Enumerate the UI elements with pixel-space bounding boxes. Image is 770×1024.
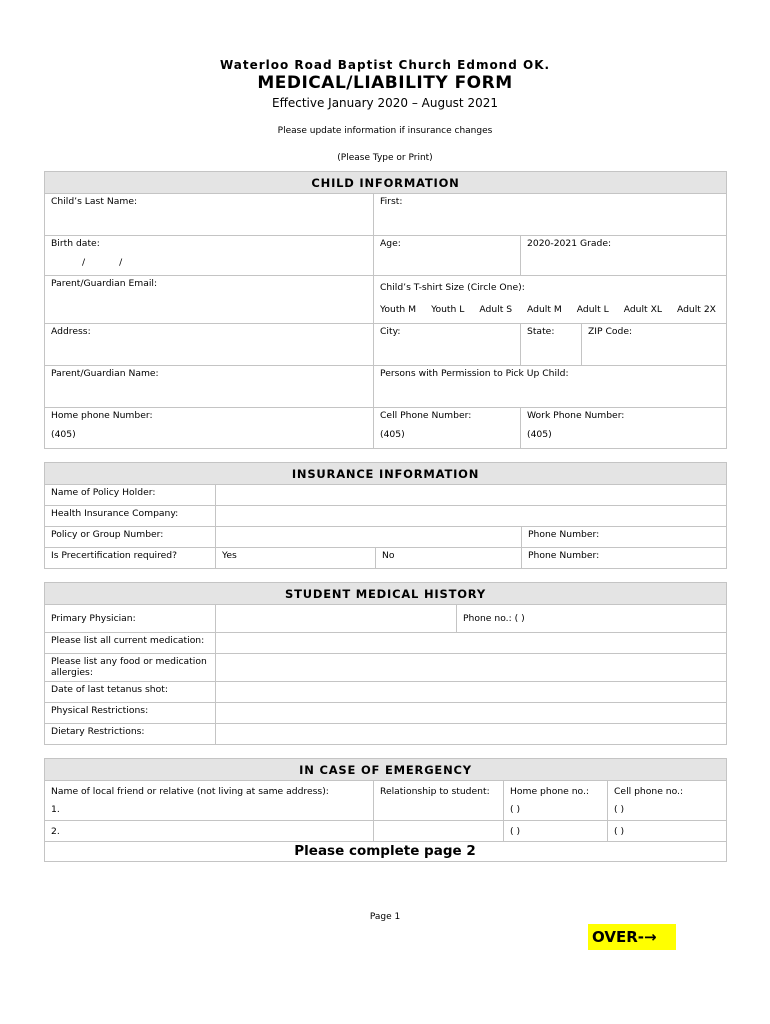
tshirt-size-options — [380, 304, 720, 315]
size-option[interactable]: Adult 2X — [676, 304, 716, 315]
medical-history-section — [44, 582, 727, 745]
child-information-section — [44, 171, 727, 449]
size-option[interactable]: Youth L — [431, 304, 465, 315]
cell-phone-header: Cell phone no.: — [608, 781, 727, 800]
birth-date-slash: / — [82, 257, 86, 268]
tetanus-label: Date of last tetanus shot: — [45, 682, 216, 703]
emergency-heading: IN CASE OF EMERGENCY — [45, 759, 727, 781]
cell-phone-field[interactable] — [374, 408, 521, 449]
size-option[interactable]: Adult XL — [623, 304, 662, 315]
home-phone-1[interactable] — [504, 800, 608, 821]
child-information-heading: CHILD INFORMATION — [45, 172, 727, 194]
emergency-name-2[interactable] — [45, 821, 374, 842]
insurance-company-label: Health Insurance Company: — [45, 506, 216, 527]
size-option[interactable]: Youth M — [380, 304, 417, 315]
state-label: State: — [527, 326, 555, 337]
physician-phone-field[interactable] — [457, 605, 727, 633]
birth-date-field[interactable] — [45, 236, 374, 276]
relationship-header: Relationship to student: — [374, 781, 504, 800]
form-title: MEDICAL/LIABILITY FORM — [257, 73, 513, 93]
precert-phone-field[interactable] — [522, 548, 727, 569]
precertification-label: Is Precertification required? — [45, 548, 216, 569]
city-field[interactable] — [374, 324, 521, 366]
precert-yes-option[interactable]: Yes — [216, 548, 376, 569]
area-code-parens: ( ) — [510, 825, 521, 837]
zip-label: ZIP Code: — [588, 326, 633, 337]
area-code-parens: ( ) — [510, 804, 521, 816]
home-phone-2[interactable] — [504, 821, 608, 842]
state-field[interactable] — [521, 324, 582, 366]
home-phone-label: Home phone Number: — [51, 410, 153, 421]
home-phone-field[interactable] — [45, 408, 374, 449]
emergency-name-1[interactable] — [45, 800, 374, 821]
work-area-code: (405) — [527, 429, 552, 440]
cell-area-code: (405) — [380, 429, 405, 440]
cell-phone-label: Cell Phone Number: — [380, 410, 472, 421]
insurance-information-section — [44, 462, 727, 569]
dietary-restrictions-input[interactable] — [216, 724, 727, 745]
child-first-name-field[interactable] — [374, 194, 727, 236]
cell-phone-1[interactable] — [608, 800, 727, 821]
size-option[interactable]: Adult L — [576, 304, 609, 315]
effective-dates: Effective January 2020 – August 2021 — [272, 96, 498, 110]
child-last-name-label: Child’s Last Name: — [51, 196, 138, 207]
city-label: City: — [380, 326, 401, 337]
primary-physician-label: Primary Physician: — [45, 605, 216, 633]
policy-number-label: Policy or Group Number: — [45, 527, 216, 548]
row-number: 2. — [51, 825, 60, 837]
insurance-company-input[interactable] — [216, 506, 727, 527]
insurance-phone-field[interactable] — [522, 527, 727, 548]
parent-email-field[interactable] — [45, 276, 374, 324]
precert-phone-label: Phone Number: — [528, 550, 600, 561]
allergies-input[interactable] — [216, 654, 727, 682]
area-code-parens: ( ) — [614, 804, 625, 816]
physician-phone-label: Phone no.: ( ) — [463, 613, 525, 624]
zip-field[interactable] — [582, 324, 727, 366]
child-first-name-label: First: — [380, 196, 403, 207]
precert-no-option[interactable]: No — [376, 548, 522, 569]
policy-holder-label: Name of Policy Holder: — [45, 485, 216, 506]
physical-restrictions-input[interactable] — [216, 703, 727, 724]
cell-phone-2[interactable] — [608, 821, 727, 842]
grade-label: 2020-2021 Grade: — [527, 238, 612, 249]
child-last-name-field[interactable] — [45, 194, 374, 236]
area-code-parens: ( ) — [614, 825, 625, 837]
grade-field[interactable] — [521, 236, 727, 276]
age-label: Age: — [380, 238, 401, 249]
emergency-name-header: Name of local friend or relative (not living at same address): — [45, 781, 374, 800]
policy-number-input[interactable] — [216, 527, 522, 548]
primary-physician-input[interactable] — [216, 605, 457, 633]
church-name: Waterloo Road Baptist Church Edmond OK. — [219, 58, 551, 72]
dietary-restrictions-label: Dietary Restrictions: — [45, 724, 216, 745]
tshirt-size-label: Child’s T-shirt Size (Circle One): — [380, 282, 525, 293]
medication-input[interactable] — [216, 633, 727, 654]
pickup-persons-label: Persons with Permission to Pick Up Child: — [380, 368, 569, 379]
medical-history-heading: STUDENT MEDICAL HISTORY — [45, 583, 727, 605]
physical-restrictions-label: Physical Restrictions: — [45, 703, 216, 724]
guardian-name-field[interactable] — [45, 366, 374, 408]
insurance-information-heading: INSURANCE INFORMATION — [45, 463, 727, 485]
home-phone-header: Home phone no.: — [504, 781, 608, 800]
complete-page-2-notice: Please complete page 2 — [294, 843, 476, 859]
home-area-code: (405) — [51, 429, 76, 440]
row-number: 1. — [51, 804, 60, 816]
policy-holder-input[interactable] — [216, 485, 727, 506]
address-field[interactable] — [45, 324, 374, 366]
page-number: Page 1 — [369, 912, 401, 922]
insurance-phone-label: Phone Number: — [528, 529, 600, 540]
pickup-persons-field[interactable] — [374, 366, 727, 408]
guardian-name-label: Parent/Guardian Name: — [51, 368, 159, 379]
update-note: Please update information if insurance changes — [277, 126, 493, 136]
work-phone-field[interactable] — [521, 408, 727, 449]
print-note: (Please Type or Print) — [337, 153, 433, 163]
over-arrow-label: OVER-→ — [588, 924, 676, 950]
address-label: Address: — [51, 326, 91, 337]
parent-email-label: Parent/Guardian Email: — [51, 278, 158, 289]
medication-label: Please list all current medication: — [45, 633, 216, 654]
tetanus-input[interactable] — [216, 682, 727, 703]
relationship-1[interactable] — [374, 800, 504, 821]
birth-date-slash: / — [119, 257, 123, 268]
birth-date-label: Birth date: — [51, 238, 100, 249]
tshirt-size-field[interactable] — [374, 276, 727, 324]
age-field[interactable] — [374, 236, 521, 276]
allergies-label: Please list any food or medication allergies: — [45, 654, 216, 682]
relationship-2[interactable] — [374, 821, 504, 842]
size-option[interactable]: Adult S — [479, 304, 513, 315]
size-option[interactable]: Adult M — [527, 304, 562, 315]
work-phone-label: Work Phone Number: — [527, 410, 625, 421]
